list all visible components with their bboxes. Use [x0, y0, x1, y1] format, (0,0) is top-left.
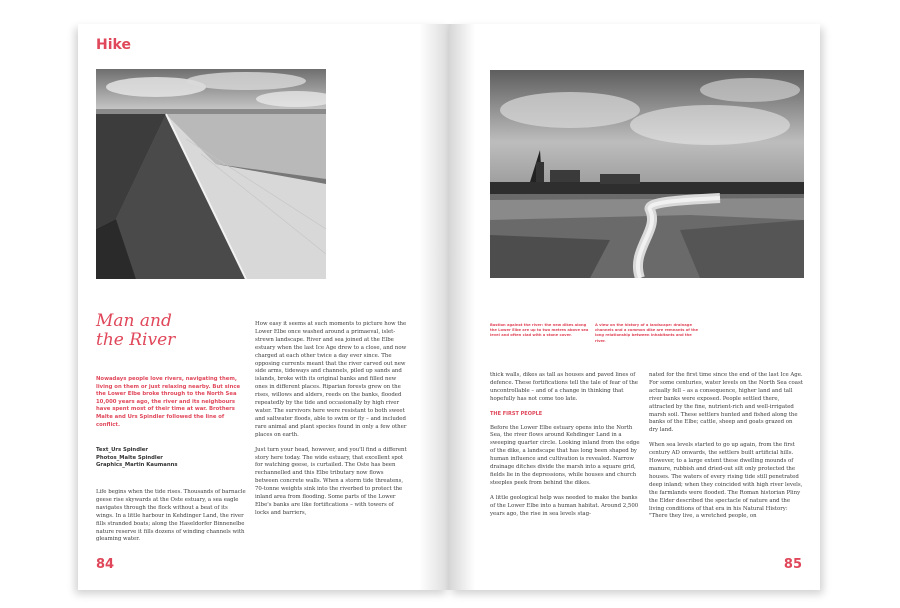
credits	[96, 447, 246, 470]
article-intro: Nowadays people love rivers, navigating them, living on them or just relaxing nearby. But since the Lower Elbe broke through to the North Sea 10,000 years ago, the river and its neighbours have spent most of their time at war. Brothers Malte and Urs Spindler followed the line of conflict.	[96, 376, 241, 428]
marsh-photo	[490, 70, 804, 278]
gutter-shadow	[449, 24, 475, 590]
photo-caption-2: A view on the history of a landscape: drainage channels and a common dike are remnants of the long relationship between inhabitants and the river.	[595, 323, 699, 343]
dike-photo	[96, 69, 326, 279]
section-label: Hike	[96, 37, 131, 53]
body-paragraph: A little geological help was needed to make the banks of the Lower Elbe into a human habitat. Around 2,500 years ago, the rise in sea levels stag-	[490, 494, 639, 517]
left-column-1	[96, 489, 246, 551]
right-column-1	[490, 372, 642, 526]
body-paragraph: Before the Lower Elbe estuary opens into the North Sea, the river flows around Kehdinger Land in a sweeping quarter circle. Looking inland from the edge of the dike, a landscape that has long been shaped by human influence and cultivation is revealed. Narrow drainage ditches divide the marsh into a square grid, fields lie in the depressions, while houses and church steeples peek from behind the dikes.	[490, 424, 640, 486]
body-paragraph: Life begins when the tide rises. Thousands of barnacle geese rise skywards at the Oste estuary, a sea eagle navigates through the flock without a beat of its wings. In a little harbour in Kehdinger Land, the river fills stranded boats; along the Haseldorfer Binnenelbe nature reserve it fills dozens of winding channels with gleaming water.	[96, 489, 246, 543]
body-paragraph: thick walls, dikes as tall as houses and paved lines of defence. These fortifications tell the tale of fear of the uncontrollable – and of a change in thinking that hopefully has not come too late.	[490, 372, 638, 402]
left-page	[78, 24, 449, 590]
gutter-shadow	[419, 24, 449, 590]
page-number-right: 85	[783, 557, 802, 572]
section-subhead: THE FIRST PEOPLE	[490, 410, 543, 417]
right-page	[449, 24, 820, 590]
body-paragraph: How easy it seems at such moments to picture how the Lower Elbe once washed around a primaeval, islet-strewn landscape. River and sea joined at the Elbe estuary when the last Ice Age drew to a close, and now charged at each other twice a day ever since. The opposing currents meant that the river carved out new side arms, tideways and channels, piled up sands and islands, broke with its original banks and filled new ones in different places. Riparian forests grew on the rises, willows and alders, reeds on the banks, flooded repeatedly by the tide and occasionally by high river water. The survivors here were resistant to both sweet and saltwater floods, able to swim or fly – and included rare animal and plant species found in only a few other places on earth.	[255, 321, 407, 438]
page-number-left: 84	[96, 557, 115, 572]
title-line-2: the River	[96, 330, 176, 350]
credit-photos: Photos_Malte Spindler	[96, 454, 163, 461]
body-paragraph: Just turn your head, however, and you'll find a different story here today. The wide estuary, that excellent spot for watching geese, is curtailed. The Oste has been rechannelled and this Elbe tributary now flows between concrete walls. When a storm tide threatens, 70-tonne weights sink into the riverbed to protect the inland area from flooding. Some parts of the Lower Elbe's banks are like fortifications – with towers of locks and barriers,	[255, 446, 407, 516]
left-column-2	[255, 321, 407, 525]
body-paragraph: nated for the first time since the end of the last Ice Age. For some centuries, water levels on the North Sea coast actually fell – as a consequence, higher land and tall river banks were exposed. People settled there, attracted by the fine, nutrient-rich and well-irrigated marsh soil. These settlers hunted and fished along the banks of the Elbe; cattle, sheep and goats grazed on dry land.	[649, 372, 803, 434]
right-column-2	[649, 372, 803, 528]
article-title	[96, 312, 246, 350]
credit-text: Text_Urs Spindler	[96, 447, 149, 453]
body-paragraph: When sea levels started to go up again, from the first century AD onwards, the settlers built artificial hills. However, to a large extent these dwelling mounds of manure, rubbish and dried-out silt only protected the houses. The waters of every rising tide still penetrated deep inland; when they coincided with high river levels, the farmlands were flooded. The Roman historian Pliny the Elder described the spectacle of nature and the living conditions of that era in his Natural History: "There they live, a wretched people, on	[649, 442, 803, 520]
photo-caption-1: Bastion against the river: the new dikes along the Lower Elbe are up to two metres above sea level and often clad with a stone cover.	[490, 323, 589, 338]
credit-graphics: Graphics_Martin Kaumanns	[96, 462, 178, 469]
magazine-spread	[78, 24, 820, 590]
title-line-1: Man and	[96, 311, 172, 331]
